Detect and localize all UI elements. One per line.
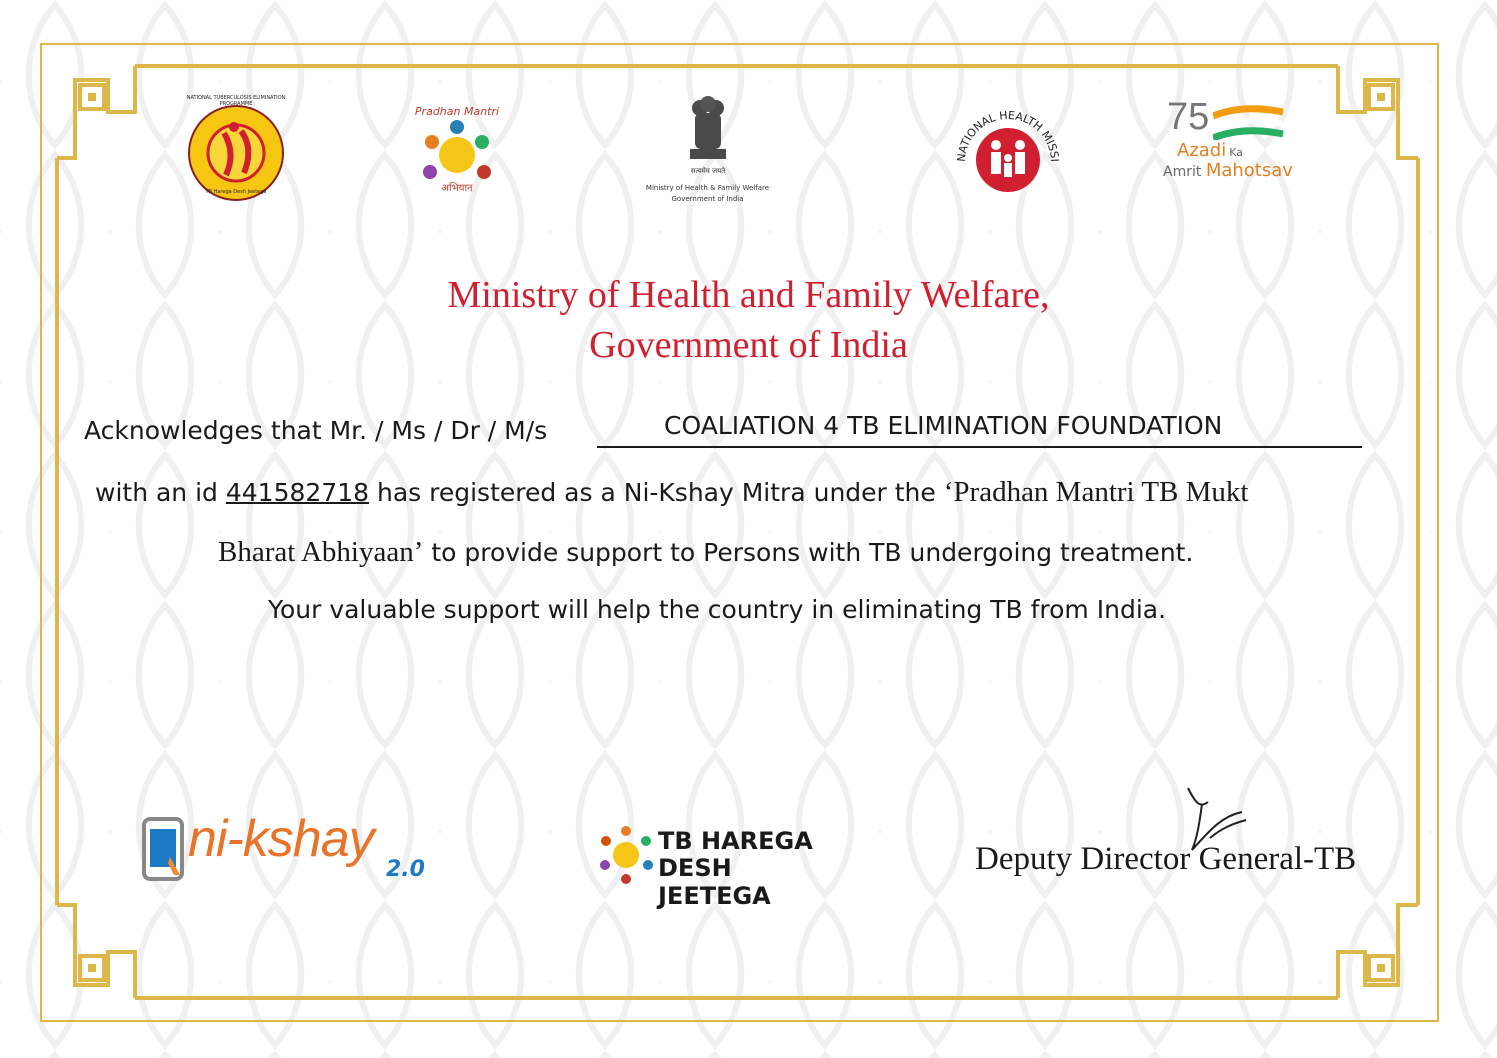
tb-harega-line2: DESH JEETEGA: [658, 854, 771, 910]
ntep-logo-tagline: TB Harega Desh Jeetega: [205, 189, 267, 195]
title-line-2: Government of India: [589, 324, 908, 366]
support-line: [218, 536, 1193, 569]
ntep-logo: [186, 95, 286, 207]
registered-text: has registered as a Ni-Kshay Mitra under the: [376, 478, 936, 507]
tb-harega-line1: TB HAREGA: [658, 827, 813, 855]
ministry-emblem-line2: Government of India: [671, 195, 744, 203]
scheme-name-part1: ‘Pradhan Mantri TB Mukt: [943, 476, 1249, 508]
title-line-1: Ministry of Health and Family Welfare,: [447, 274, 1050, 316]
ka-word: Ka: [1229, 146, 1243, 159]
scheme-name-part2: Bharat Abhiyaan’: [218, 536, 424, 568]
mahotsav-word: Mahotsav: [1205, 160, 1293, 181]
ministry-emblem-line1: Ministry of Health & Family Welfare: [645, 184, 770, 192]
nikshay-brand: ni-kshay: [188, 810, 374, 868]
signatory-title: Deputy Director General-TB: [975, 841, 1357, 877]
id-prefix: with an id: [95, 478, 218, 507]
pm-tb-mukt-bharat-logo: [412, 105, 502, 200]
tb-harega-logo: [598, 825, 843, 910]
support-text: to provide support to Persons with TB undergoing treatment.: [431, 538, 1194, 567]
phone-icon: [140, 817, 190, 883]
ntep-logo-text: NATIONAL TUBERCULOSIS ELIMINATION PROGRAMME: [186, 95, 286, 107]
id-line: [95, 476, 1249, 509]
closing-text: Your valuable support will help the country in eliminating TB from India.: [268, 595, 1167, 624]
azadi-number: 75: [1167, 96, 1210, 138]
azadi-word: Azadi: [1177, 140, 1227, 161]
ack-prefix: Acknowledges that Mr. / Ms / Dr / M/s: [84, 416, 548, 445]
azadi-ka-amrit-mahotsav-logo: [1163, 96, 1303, 186]
nhm-logo: [953, 100, 1063, 204]
tb-harega-emblem: [598, 825, 654, 885]
nikshay-logo: [140, 810, 440, 890]
svg-text:सत्यमेव जयते: सत्यमेव जयते: [690, 167, 726, 175]
name-underline: [597, 446, 1362, 448]
ministry-emblem: [640, 93, 775, 208]
pm-logo-text: Pradhan Mantri: [414, 105, 500, 118]
registrant-name: COALIATION 4 TB ELIMINATION FOUNDATION: [664, 411, 1223, 440]
id-value: 441582718: [225, 478, 370, 507]
svg-text:अभियान: अभियान: [441, 183, 473, 194]
amrit-word: Amrit: [1163, 164, 1202, 180]
nhm-logo-text: NATIONAL HEALTH MISSI: [954, 108, 1062, 163]
nikshay-version: 2.0: [386, 857, 425, 882]
